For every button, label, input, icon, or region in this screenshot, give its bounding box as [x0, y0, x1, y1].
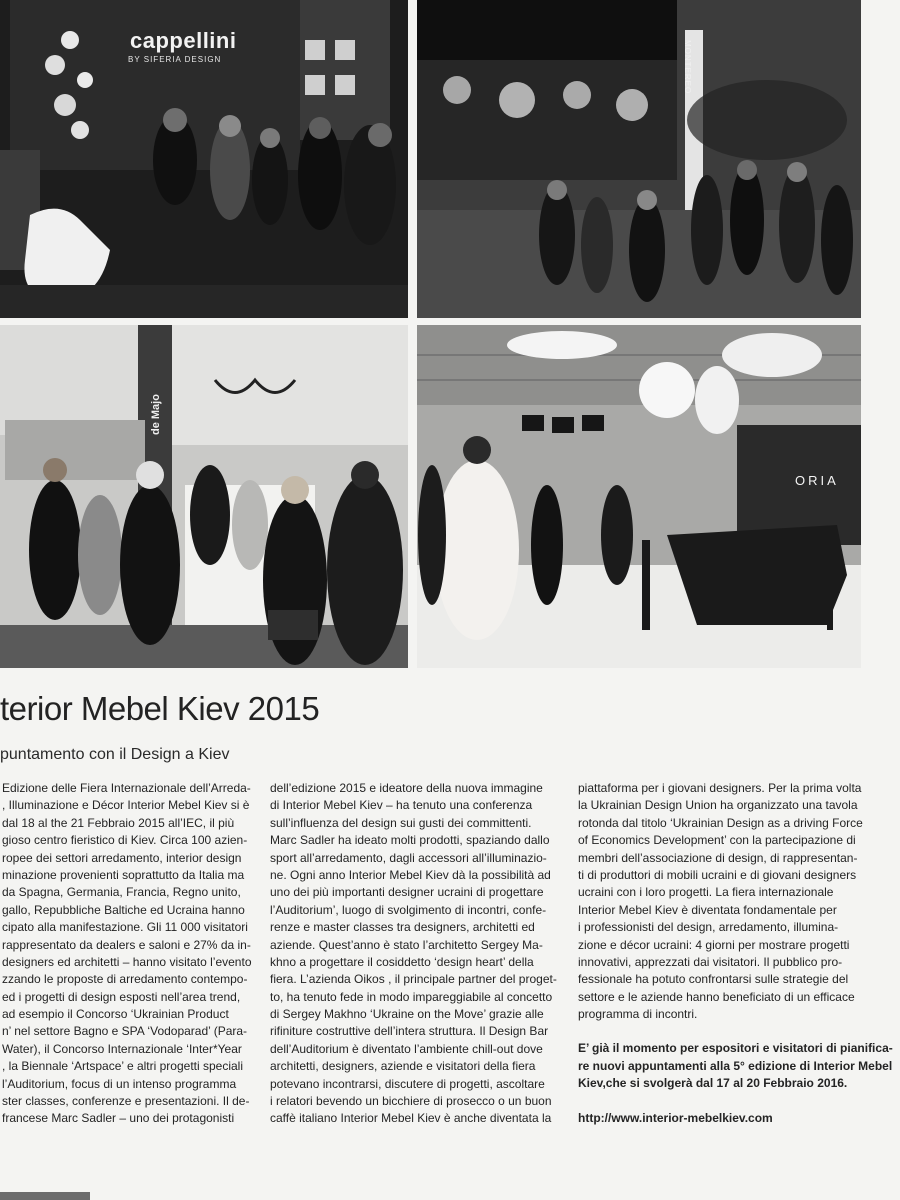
text-line: ne. Ogni anno Interior Mebel Kiev dà la possibilità ad [270, 867, 551, 882]
text-line: i professionisti del design, arredamento, illumina- [578, 920, 839, 935]
text-line: renze e master classes tra designers, architetti ed [270, 920, 535, 935]
text-line: zione e décor ucraini: 4 giorni per mostrare progetti [578, 937, 850, 952]
announcement-paragraph [578, 1040, 893, 1092]
text-line: dell’Auditorium è diventato l’ambiente chill-out dove [270, 1041, 543, 1056]
text-line: settore e le aziende hanno beneficiato di un efficace [578, 989, 855, 1004]
oria-sign: ORIA [795, 473, 839, 488]
de-majo-sign: de Majo [150, 394, 162, 435]
montereo-sign: MONTEREO [683, 40, 692, 95]
text-line: architetti, designers, aziende e visitatori della fiera [270, 1059, 536, 1074]
text-line: gallo, Repubbliche Baltiche ed Ucraina hanno [2, 902, 245, 917]
text-line: di Interior Mebel Kiev – ha tenuto una conferenza [270, 798, 533, 813]
text-line: designers ed architetti – hanno visitato l’evento [2, 954, 252, 969]
text-line: fiera. L’azienda Oikos , il principale partner del proget- [270, 972, 557, 987]
text-line: Edizione delle Fiera Internazionale dell’Arreda- [2, 781, 251, 795]
photo-crowd-chandeliers [417, 0, 861, 318]
text-line: innovativi, apprezzati dai visitatori. Il pubblico pro- [578, 954, 843, 969]
photo-crowd-illustration [417, 0, 861, 318]
text-line: Interior Mebel Kiev è diventata fondamentale per [578, 902, 837, 917]
text-line: membri dell’associazione di design, di rappresentan- [578, 850, 858, 865]
text-line: , Illuminazione e Décor Interior Mebel Kiev si è [2, 798, 250, 813]
text-line: potevano incontrarsi, discutere di progetti, ascoltare [270, 1076, 545, 1091]
text-line: fessionale ha potuto confrontarsi sulle strategie del [578, 972, 849, 987]
text-line: piattaforma per i giovani designers. Per la prima volta [578, 781, 862, 795]
photo-siferia-stand [417, 325, 861, 668]
text-line: ucraini con i loro progetti. La fiera internazionale [578, 885, 834, 900]
text-line: gioso centro fieristico di Kiev. Circa 100 azien- [2, 833, 248, 848]
text-line: cipato alla manifestazione. Gli 11 000 visitatori [2, 920, 248, 935]
text-line: da Spagna, Germania, Francia, Regno unito, [2, 885, 241, 900]
text-line: re nuovi appuntamenti alla 5° edizione di Interior Mebel [578, 1058, 893, 1073]
text-line: sport all’arredamento, dagli accessori all’illuminazio- [270, 850, 547, 865]
text-line: ad esempio il Concorso ‘Ukrainian Product [2, 1007, 229, 1022]
text-line: minazione provenienti soprattutto da Italia ma [2, 867, 245, 882]
text-line: Water), il Concorso Internazionale ‘Inter*Year [2, 1041, 242, 1056]
text-line: l’Auditorium, focus di un intenso programma [2, 1076, 237, 1091]
text-line: dal 18 al the 21 Febbraio 2015 all’IEC, il più [2, 815, 235, 830]
page-footer-bar [0, 1192, 90, 1200]
text-line: sull’influenza del design sui gusti dei committenti. [270, 815, 532, 830]
cappellini-logo: cappellini [130, 28, 237, 53]
article-subtitle: puntamento con il Design a Kiev [0, 746, 230, 763]
text-line: la Ukrainian Design Union ha organizzato una tavola [578, 798, 858, 813]
text-line: rotonda dal titolo ‘Ukrainian Design as a driving Force [578, 815, 863, 830]
article-column-1 [2, 780, 260, 1128]
website-link[interactable]: http://www.interior-mebelkiev.com [578, 1110, 773, 1125]
photo-cappellini-stand [0, 0, 408, 318]
text-line: programma di incontri. [578, 1007, 698, 1022]
text-line: of Economics Development’ con la partecipazione di [578, 833, 856, 848]
article-title: terior Mebel Kiev 2015 [0, 690, 320, 727]
article-column-3 [578, 780, 893, 1127]
photo-de-majo-stand [0, 325, 408, 668]
text-line: ropee dei settori arredamento, interior design [2, 850, 242, 865]
text-line: caffè italiano Interior Mebel Kiev è anche diventata la [270, 1111, 552, 1126]
text-line: dell’edizione 2015 e ideatore della nuova immagine [270, 781, 543, 795]
text-line: , la Biennale ‘Artspace’ e altri progetti speciali [2, 1059, 244, 1074]
text-line: ster classes, conferenze e presentazioni. Il de- [2, 1094, 250, 1109]
text-line: E’ già il momento per espositori e visitatori di pianifica- [578, 1041, 893, 1056]
text-line: to, ha tenuto fede in modo impareggiabile al concetto [270, 989, 553, 1004]
text-line: zzando le proposte di arredamento contempo- [2, 972, 248, 987]
text-line: rifiniture costruttive dell’intera struttura. Il Design Bar [270, 1024, 549, 1039]
text-line: ed i progetti di design esposti nell’area trend, [2, 989, 241, 1004]
text-line: rappresentato da dealers e saloni e 27% da in- [2, 937, 251, 952]
article-column-3-body [578, 780, 863, 1023]
text-line: i relatori bevendo un bicchiere di prosecco o un buon [270, 1094, 552, 1109]
photo-de-majo-illustration [0, 325, 408, 668]
photo-siferia-illustration [417, 325, 861, 668]
text-line: di Sergey Makhno ‘Ukraine on the Move’ grazie alle [270, 1007, 544, 1022]
text-line: n’ nel settore Bagno e SPA ‘Vodoparad’ (Para- [2, 1024, 248, 1039]
text-line: francese Marc Sadler – uno dei protagonisti [2, 1111, 235, 1126]
text-line: ti di produttori di mobili ucraini e di giovani designers [578, 867, 857, 882]
article-column-2 [270, 780, 560, 1128]
text-line: khno a progettare il cosiddetto ‘design heart’ della [270, 954, 534, 969]
text-line: aziende. Quest’anno è stato l’architetto Sergey Ma- [270, 937, 543, 952]
text-line: l’Auditorium’, luogo di svolgimento di incontri, confe- [270, 902, 547, 917]
text-line: uno dei più importanti designer ucraini di progettare [270, 885, 544, 900]
text-line: Kiev,che si svolgerà dal 17 al 20 Febbraio 2016. [578, 1076, 848, 1091]
text-line: Marc Sadler ha ideato molti prodotti, spaziando dallo [270, 833, 550, 848]
sferia-design-logo: BY SIFERIA DESIGN [128, 55, 222, 64]
